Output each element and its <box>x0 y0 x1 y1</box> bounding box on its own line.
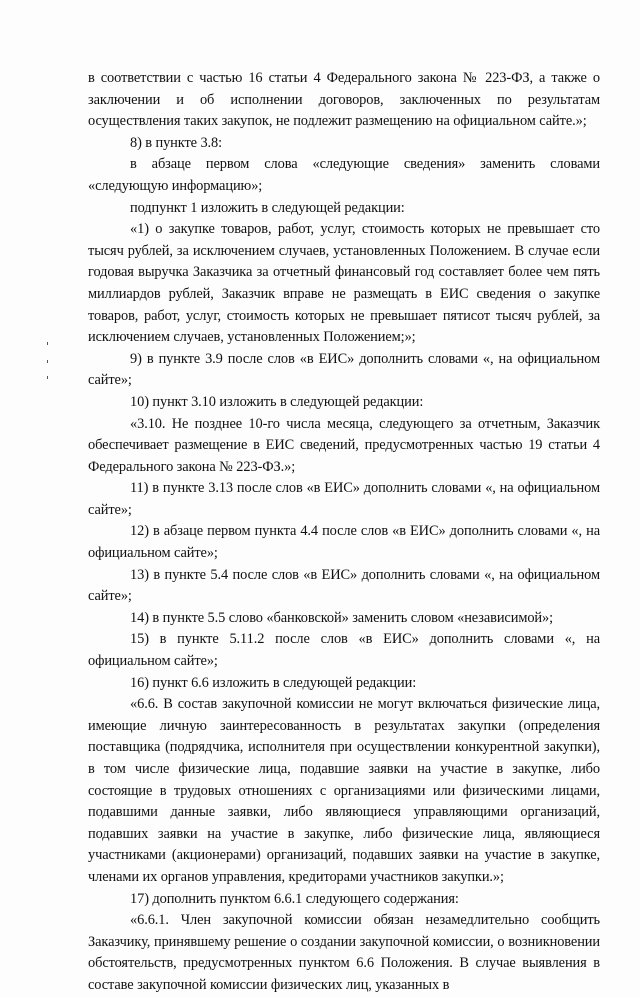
paragraph: 9) в пункте 3.9 после слов «в ЕИС» дополнить словами «, на официальном сайте»; <box>88 350 600 389</box>
scan-mark <box>47 342 48 345</box>
paragraph: 14) в пункте 5.5 слово «банковской» заменить словом «независимой»; <box>130 609 554 626</box>
paragraph: «6.6.1. Член закупочной комиссии обязан незамедлительно сообщить Заказчику, принявшему решение о создании закупочной комиссии, о возникновении обстоятельств, предусмотренных пунктом 6.6 Положения. В случае выявления в составе закупочной комиссии физических лиц, указанных в <box>88 912 600 993</box>
paragraph: 12) в абзаце первом пункта 4.4 после слов «в ЕИС» дополнить словами «, на официальном сайте»; <box>88 523 600 562</box>
scan-mark <box>47 360 48 363</box>
paragraph: «3.10. Не позднее 10-го числа месяца, следующего за отчетным, Заказчик обеспечивает размещение в ЕИС сведений, предусмотренных частью 19 статьи 4 Федерального закона № 223-ФЗ.»; <box>88 415 600 475</box>
paragraph: 8) в пункте 3.8: <box>130 134 223 151</box>
paragraph: 10) пункт 3.10 изложить в следующей редакции: <box>130 393 424 410</box>
scan-mark <box>47 376 48 379</box>
paragraph: 16) пункт 6.6 изложить в следующей редакции: <box>130 674 417 691</box>
paragraph: «1) о закупке товаров, работ, услуг, стоимость которых не превышает сто тысяч рублей, за исключением случаев, установленных Положением. В случае если годовая выручка Заказчика за отчетный финансовый год составляет более чем пять миллиардов рублей, Заказчик вправе не размещать в ЕИС сведения о закупке товаров, работ, услуг, стоимость которых не превышает пятисот тысяч рублей, за исключением случаев, установленных Положением;»; <box>88 221 600 346</box>
paragraph: 15) в пункте 5.11.2 после слов «в ЕИС» дополнить словами «, на официальном сайте»; <box>88 631 600 670</box>
paragraph: «6.6. В состав закупочной комиссии не могут включаться физические лица, имеющие личную заинтересованность в результатах закупки (определения поставщика (подрядчика, исполнителя при осуществлении конкурентной закупки), в том числе физические лица, подавшие заявки на участие в закупке, либо состоящие в трудовых отношениях с организациями или физическими лицами, подавшими данные заявки, либо являющиеся управляющими организаций, подавших заявки на участие в закупке, либо физические лица, являющиеся участниками (акционерами) организаций, подавших заявки на участие в закупке, членами их органов управления, кредиторами участников закупки.»; <box>88 696 600 885</box>
paragraph: 11) в пункте 3.13 после слов «в ЕИС» дополнить словами «, на официальном сайте»; <box>88 480 600 518</box>
paragraph: в абзаце первом слова «следующие сведения» заменить словами «следующую информацию»; <box>88 156 600 194</box>
paragraph: в соответствии с частью 16 статьи 4 Федерального закона № 223-ФЗ, а также о заключении и об исполнении договоров, заключенных по результатам осуществления таких закупок, не подлежит размещению на официальном сайте.»; <box>88 70 600 130</box>
paragraph: подпункт 1 изложить в следующей редакции: <box>130 199 405 216</box>
paragraph: 13) в пункте 5.4 после слов «в ЕИС» дополнить словами «, на официальном сайте»; <box>88 566 600 605</box>
document-body <box>88 68 600 997</box>
paragraph: 17) дополнить пунктом 6.6.1 следующего содержания: <box>130 890 459 907</box>
